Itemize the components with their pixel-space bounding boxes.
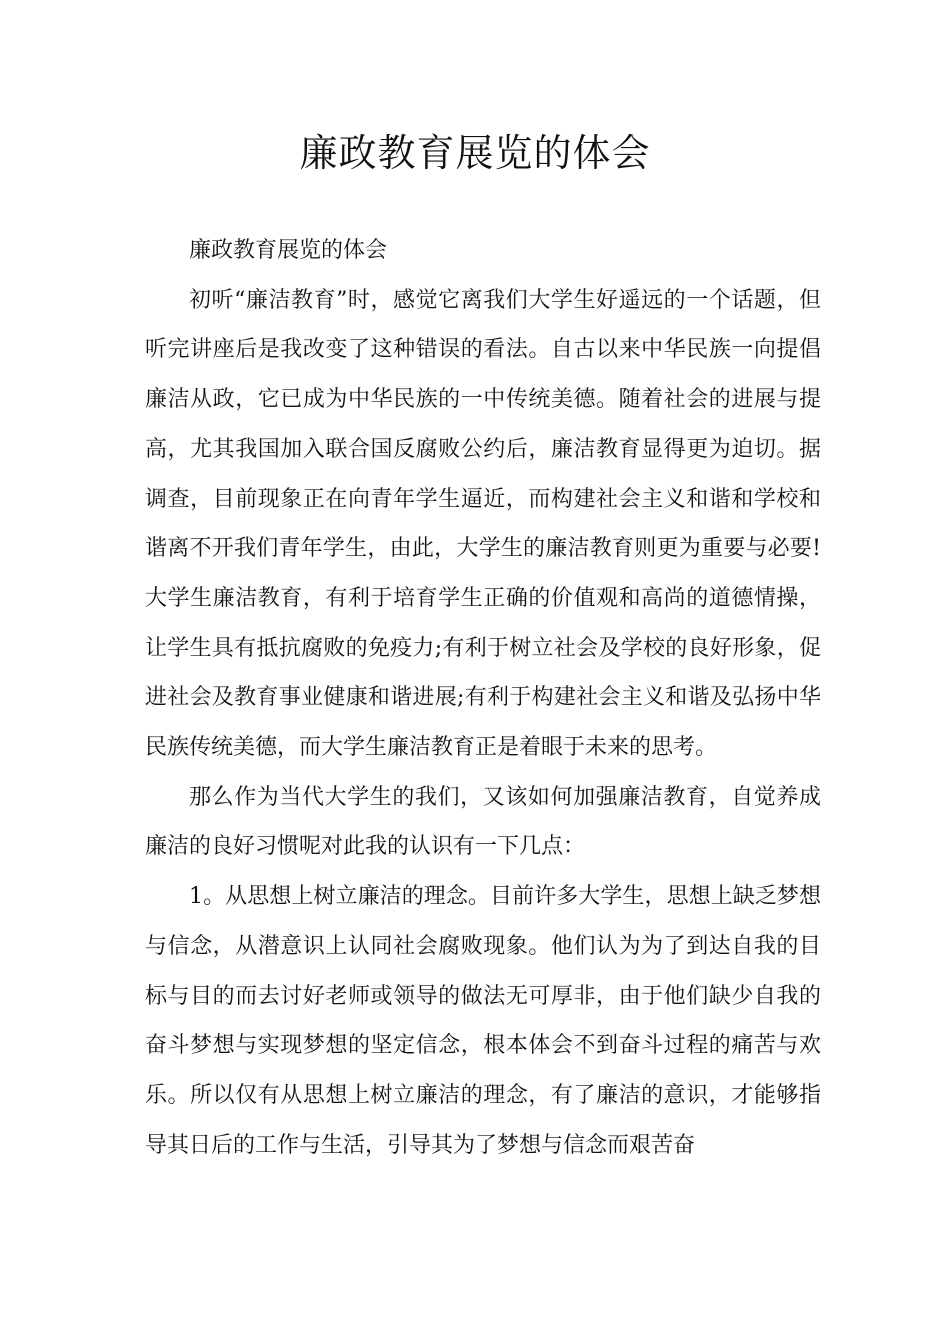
- paragraph-question: 那么作为当代大学生的我们，又该如何加强廉洁教育，自觉养成廉洁的良好习惯呢对此我的认识有一下几点：: [145, 784, 821, 860]
- paragraph-point-1: 1。从思想上树立廉洁的理念。目前许多大学生，思想上缺乏梦想与信念，从潜意识上认同社会腐败现象。他们认为为了到达自我的目标与目的而去讨好老师或领导的做法无可厚非，由于他们缺少自我的奋斗梦想与实现梦想的坚定信念，根本体会不到奋斗过程的痛苦与欢乐。所以仅有从思想上树立廉洁的理念，有了廉洁的意识，才能够指导其日后的工作与生活，引导其为了梦想与信念而艰苦奋: [145, 884, 821, 1158]
- paragraph-subtitle: 廉政教育展览的体会: [189, 238, 388, 263]
- document-body: [145, 226, 821, 1170]
- paragraph-intro: 初听“廉洁教育”时，感觉它离我们大学生好遥远的一个话题，但听完讲座后是我改变了这种错误的看法。自古以来中华民族一向提倡廉洁从政，它已成为中华民族的一中传统美德。随着社会的进展与提高，尤其我国加入联合国反腐败公约后，廉洁教育显得更为迫切。据调查，目前现象正在向青年学生逼近，而构建社会主义和谐和学校和谐离不开我们青年学生，由此，大学生的廉洁教育则更为重要与必要!大学生廉洁教育，有利于培育学生正确的价值观和高尚的道德情操，让学生具有抵抗腐败的免疫力;有利于树立社会及学校的良好形象，促进社会及教育事业健康和谐进展;有利于构建社会主义和谐及弘扬中华民族传统美德，而大学生廉洁教育正是着眼于未来的思考。: [145, 287, 821, 761]
- document-title: 廉政教育展览的体会: [299, 131, 651, 175]
